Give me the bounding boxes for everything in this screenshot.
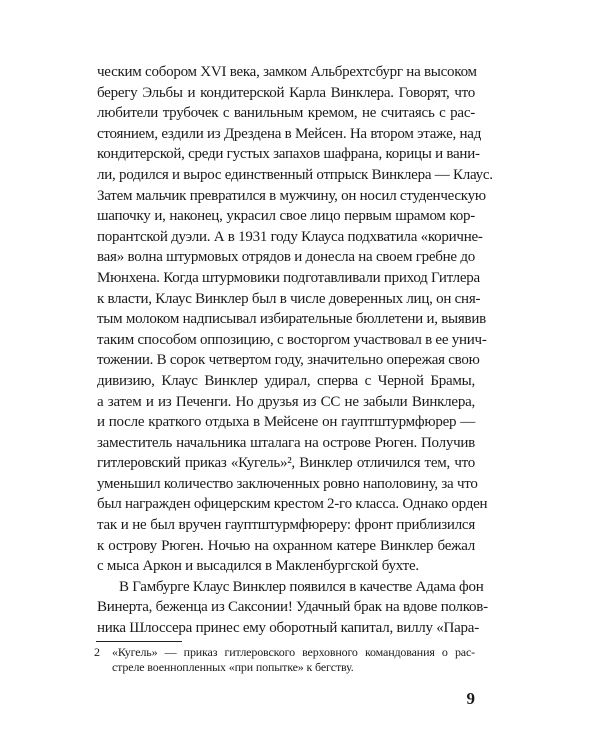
text-line: ли, родился и вырос единственный отпрыск Винклера — Клаус. (97, 166, 493, 183)
footnote-number: 2 (94, 645, 100, 659)
footnote-divider (96, 641, 182, 642)
footnote-line: стреле военнопленных «при попытке» к бегству. (112, 659, 354, 674)
text-line: стоянием, ездили из Дрездена в Мейсен. На втором этаже, над (97, 125, 482, 142)
text-line: заместитель начальника шталага на острове Рюген. Получив (97, 434, 475, 451)
text-line: кондитерской, среди густых запахов шафрана, корицы и вани- (97, 146, 480, 163)
text-line: а затем и из Печенги. Но друзья из СС не забыли Винклера, (97, 393, 475, 410)
text-line: Мюнхена. Когда штурмовики подготавливали приход Гитлера (97, 269, 480, 286)
body-text (97, 62, 493, 639)
text-line: таким способом оппозицию, с восторгом участвовал в ее унич- (97, 331, 487, 348)
text-line: берегу Эльбы и кондитерской Карла Винклера. Говорят, что (97, 84, 475, 101)
text-line: Винерта, беженца из Саксонии! Удачный брак на вдове полков- (97, 599, 488, 616)
text-line: с мыса Аркон и высадился в Макленбургской бухте. (97, 558, 419, 575)
text-line: гитлеровский приказ «Кугель»², Винклер отличился тем, что (97, 455, 475, 472)
text-line: к власти, Клаус Винклер был в числе доверенных лиц, он сня- (97, 290, 481, 307)
text-line: и после краткого отдыха в Мейсене он гауптштурмфюрер — (97, 414, 475, 431)
text-line: вая» волна штурмовых отрядов и донесла на своем гребне до (97, 249, 475, 266)
text-line: дивизию, Клаус Винклер удирал, сперва с Черной Брамы, (97, 372, 475, 389)
footnote (94, 645, 475, 674)
text-line: любители трубочек с ванильным кремом, не считаясь с рас- (97, 105, 475, 122)
text-line: шапочку и, наконец, украсил свое лицо первым шрамом кор- (97, 208, 475, 225)
text-line: был награжден офицерским крестом 2-го класса. Однако орден (97, 496, 488, 513)
page-number: 9 (466, 689, 475, 708)
text-line: порантской дуэли. А в 1931 году Клауса подхватила «коричне- (97, 228, 483, 245)
text-line: уменьшил количество заключенных ровно наполовину, за что (97, 475, 478, 492)
text-line: тым молоком надписывал избирательные бюллетени и, выявив (97, 311, 486, 328)
text-line: к острову Рюген. Ночью на охранном катере Винклер бежал (97, 537, 475, 554)
footnote-line: «Кугель» — приказ гитлеровского верховного командования о рас- (112, 645, 475, 659)
text-line: ческим собором XVI века, замком Альбрехтсбург на высоком (97, 64, 477, 80)
text-line: тожении. В сорок четвертом году, значительно опережая свою (97, 352, 480, 369)
text-line: так и не был вручен гауптштурмфюреру: фронт приблизился (97, 517, 475, 534)
text-line: Затем мальчик превратился в мужчину, он носил студенческую (97, 187, 486, 204)
text-line: В Гамбурге Клаус Винклер появился в качестве Адама фон (119, 578, 484, 595)
text-line: ника Шлоссера принес ему оборотный капитал, виллу «Пара- (97, 620, 479, 637)
